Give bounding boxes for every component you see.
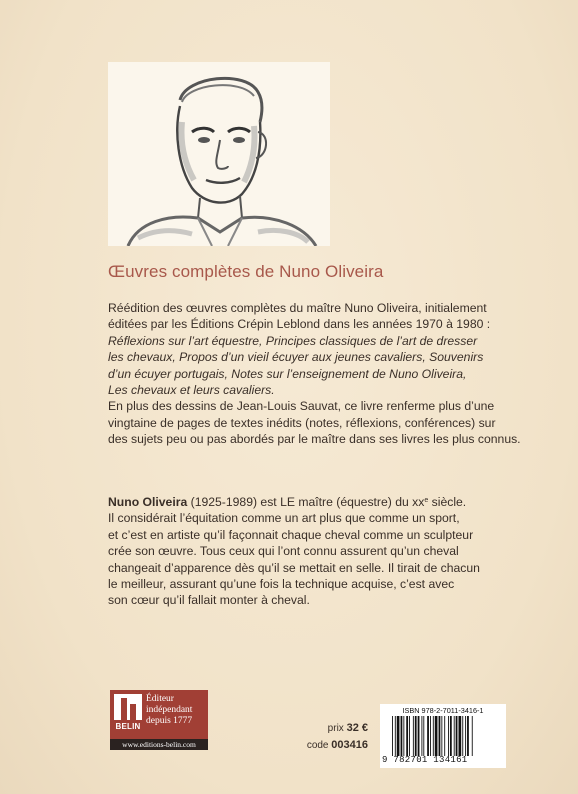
century-superscript: e [424,497,429,504]
intro-line: vingtaine de pages de textes inédits (notes, réflexions, conférences) sur [108,415,496,430]
book-titles-text: les chevaux, Propos d’un vieil écuyer aux jeunes cavaliers, Souvenirs [108,350,484,365]
bio-text: (1925-1989) est LE maître (équestre) du xx [187,495,425,509]
price-value: 32 € [346,722,368,734]
isbn-text: ISBN 978-2-7011-3416-1 [402,706,484,715]
belin-logo-icon [114,694,142,734]
intro-line: éditées par les Éditions Crépin Leblond dans les années 1970 à 1980 : [108,317,491,332]
intro-line-italic [108,366,488,382]
intro-line-italic [108,349,488,365]
code-prefix: code [306,740,332,751]
bio-line [108,494,488,510]
product-code [288,739,368,751]
barcode-bars [392,716,500,756]
tagline-line: Éditeur [146,694,174,704]
portrait-sketch-image [108,62,330,246]
bio-line: Il considérait l’équitation comme un art plus que comme un sport, [108,511,460,526]
intro-line: Réédition des œuvres complètes du maître Nuno Oliveira, initialement [108,301,487,315]
barcode-digits: 9 782701 134161 [382,755,468,765]
bio-paragraph [108,494,488,609]
book-titles-text: d’un écuyer portugais, Notes sur l’enseignement de Nuno Oliveira, [108,366,467,381]
publisher-url: www.editions-belin.com [110,739,208,750]
intro-line-italic [108,333,488,349]
intro-line-italic [108,382,488,398]
bio-text: siècle. [428,495,467,509]
publisher-badge [110,690,208,739]
publisher-name: BELIN [115,722,141,731]
publisher-logo-block [110,690,208,750]
logo-bars [114,694,142,720]
book-titles-text: Réflexions sur l’art équestre, Principes classiques de l’art de dresser [108,333,478,348]
portrait-drawing [108,62,330,246]
code-value: 003416 [331,739,368,751]
bio-line: et c’est en artiste qu’il façonnait chaque cheval comme un sculpteur [108,527,474,542]
tagline-line: depuis 1777 [146,715,193,726]
publisher-tagline [146,694,206,726]
tagline-line: indépendant [146,704,193,715]
book-titles-text: Les chevaux et leurs cavaliers. [108,383,275,398]
bio-line: changeait d’apparence dès qu’il se mettait en selle. Il tirait de chacun [108,560,480,575]
bio-line: crée son œuvre. Tous ceux qui l’ont connu assurent qu’un cheval [108,544,459,559]
price-label [308,722,368,734]
book-title: Œuvres complètes de Nuno Oliveira [108,262,384,281]
barcode-icon [392,716,500,756]
bio-line: le meilleur, assurant qu’une fois la technique acquise, c’est avec [108,577,455,592]
price-prefix: prix [327,723,347,734]
bio-line: son cœur qu’il fallait monter à cheval. [108,593,310,608]
author-name: Nuno Oliveira [108,495,188,509]
intro-paragraph [108,300,521,448]
intro-line: En plus des dessins de Jean-Louis Sauvat, ce livre renferme plus d’une [108,399,495,414]
intro-line: des sujets peu ou pas abordés par le maître dans ses livres les plus connus. [108,432,521,447]
barcode-box [380,704,506,768]
